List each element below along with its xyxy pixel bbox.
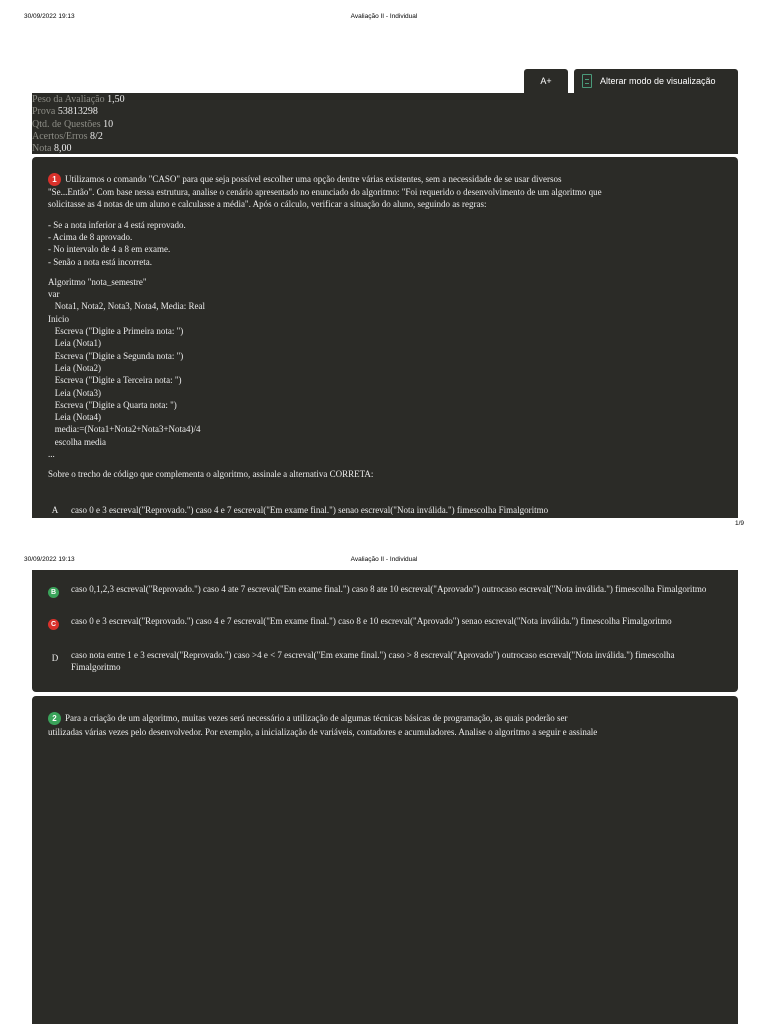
question-1-line: Sobre o trecho de código que complementa o algoritmo, assinale a alternativa CORRETA: [48,469,374,480]
info-exam-id: Prova 53813298 [32,106,98,118]
question-2-line: 2 Para a criação de um algoritmo, muitas vezes será necessário a utilização de algumas técnicas básicas de programação, as quais poderão ser [48,712,568,725]
question-1-line: Escreva ("Digite a Primeira nota: ") [48,326,184,336]
info-score-ratio: Acertos/Erros 8/2 [32,130,103,142]
alternative-c-badge: C [48,619,62,630]
question-2-line: utilizadas várias vezes pelo desenvolvedor. Por exemplo, a inicialização de variáveis, contadores e acumuladores. Analise o algoritmo a seguir e assinale [48,727,598,737]
question-1-line: - No intervalo de 4 a 8 em exame. [48,244,171,255]
question-1-line: escolha media [48,436,106,447]
question-1-line: Algoritmo "nota_semestre" [48,276,147,287]
page-number: 1/9 [734,520,744,527]
question-1-line: Inicio [48,313,69,324]
print-title: Avaliação II - Individual [350,556,418,563]
info-weight: Peso da Avaliação 1,50 [32,94,125,105]
print-header [0,13,768,27]
info-grade: Nota 8,00 [32,143,72,155]
question-1-line: "Se...Então". Com base nessa estrutura, analise o cenário apresentado no enunciado do algoritmo: "Foi requerido o desenvolvimento de um algoritmo que [48,187,602,197]
question-1-line: Nota1, Nota2, Nota3, Nota4, Media: Real [48,301,205,312]
question-1-line: solicitasse as 4 notas de um aluno e calculasse a média". Após o cálculo, verificar a situação do aluno, seguindo as regras: [48,199,487,210]
question-1-line: Escreva ("Digite a Segunda nota: ") [48,350,184,361]
question-1-line: Leia (Nota1) [48,338,101,349]
question-1-card [32,157,738,518]
question-1-line: 1 Utilizamos o comando "CASO" para que seja possível escolher uma opção dentre várias existentes, sem a necessidade de se usar diversos [48,173,561,186]
alternative-text: caso 0 e 3 escreval("Reprovado.") caso 4 e 7 escreval("Em exame final.") senao escreval("Nota inválida.") fimescolha Fimalgoritmo [71,505,549,515]
question-1-line: var [48,289,60,300]
print-datetime: 30/09/2022 19:13 [24,556,75,563]
alternative-text: caso 0 e 3 escreval("Reprovado.") caso 4 e 7 escreval("Em exame final.") caso 8 e 10 escreval("Aprovado") senao escreval("Nota inválida.") fimescolha Fimalgoritmo [71,616,672,626]
question-1-alternatives-card [32,570,738,692]
question-1-line: Leia (Nota3) [48,387,101,398]
question-1-line: ... [48,449,55,459]
alternative-text: caso 0,1,2,3 escreval("Reprovado.") caso 4 ate 7 escreval("Em exame final.") caso 8 ate 10 escreval("Aprovado") outrocaso escreval("Nota inválida.") fimescolha Fimalgoritmo [71,584,707,594]
alternative-letter: A [51,505,59,515]
question-1-line: - Se a nota inferior a 4 está reprovado. [48,219,186,230]
print-header-page-2 [0,556,768,570]
question-1-line: media:=(Nota1+Nota2+Nota3+Nota4)/4 [48,424,201,435]
font-size-label: A+ [540,76,552,86]
question-2-card [32,696,738,1024]
print-title: Avaliação II - Individual [350,13,418,20]
question-1-line: Escreva ("Digite a Terceira nota: ") [48,375,182,386]
document-icon [582,74,592,88]
info-question-count: Qtd. de Questões 10 [32,118,114,130]
question-1-line: Leia (Nota4) [48,412,101,423]
print-datetime: 30/09/2022 19:13 [24,13,75,20]
question-1-line: Leia (Nota2) [48,362,101,373]
alternative-text: caso nota entre 1 e 3 escreval("Reprovado.") caso >4 e < 7 escreval("Em exame final.") caso > 8 escreval("Aprovado") outrocaso escreval("Nota inválida.") fimescolha Fimalgoritmo [71,650,675,672]
view-mode-label: Alterar modo de visualização [600,76,716,86]
question-number-badge: 1 [48,173,61,186]
question-1-line: - Acima de 8 aprovado. [48,231,133,242]
exam-info-panel [32,93,738,154]
alternative-letter: D [51,653,59,663]
question-1-line: - Senão a nota está incorreta. [48,256,152,267]
view-mode-button[interactable] [574,69,738,93]
alternative-b-badge: B [48,587,62,598]
question-number-badge: 2 [48,712,61,725]
font-size-button[interactable] [524,69,568,93]
question-1-line: Escreva ("Digite a Quarta nota: ") [48,399,177,410]
